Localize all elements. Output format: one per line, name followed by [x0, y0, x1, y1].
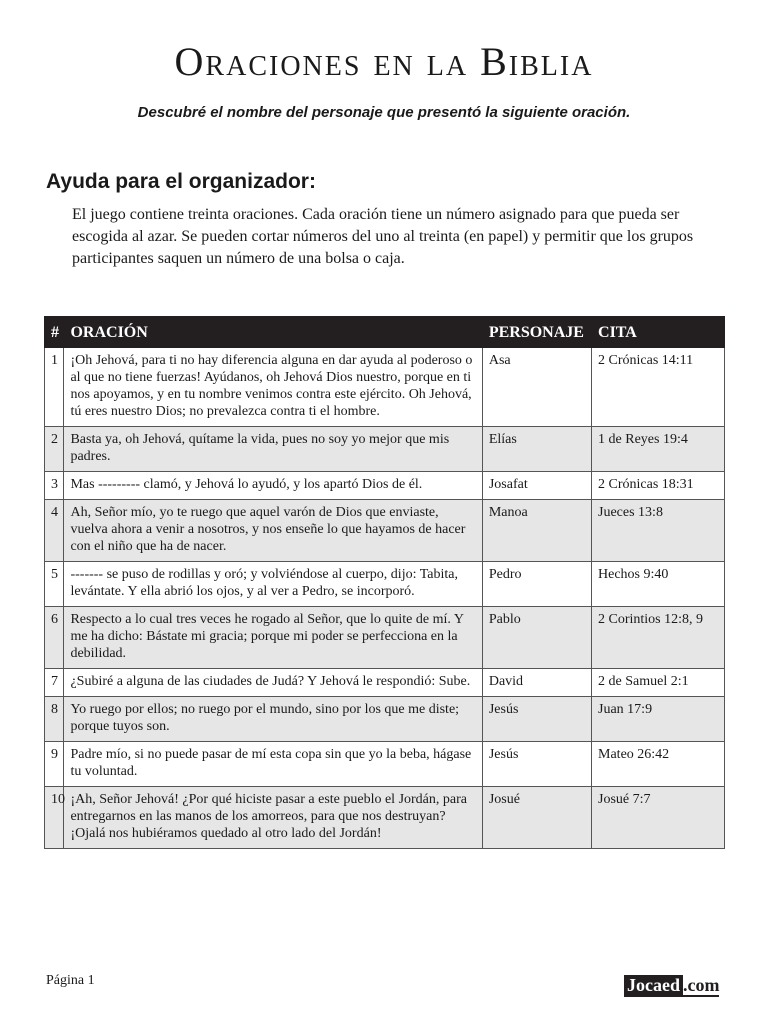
header-person: PERSONAJE	[482, 317, 591, 348]
row-prayer: Mas --------- clamó, y Jehová lo ayudó, y los apartó Dios de él.	[64, 472, 482, 500]
page-number: Página 1	[46, 973, 95, 988]
row-cite: 2 de Samuel 2:1	[592, 669, 725, 697]
row-number: 3	[45, 472, 64, 500]
organizer-heading: Ayuda para el organizador:	[46, 170, 316, 193]
row-number: 8	[45, 697, 64, 742]
row-person: Jesús	[482, 742, 591, 787]
row-prayer: Respecto a lo cual tres veces he rogado al Señor, que lo quite de mí. Y me ha dicho: Bástate mi gracia; porque mi poder se perfecciona en la debilidad.	[64, 607, 482, 669]
row-person: Elías	[482, 427, 591, 472]
row-person: Josué	[482, 787, 591, 849]
row-number: 9	[45, 742, 64, 787]
row-person: David	[482, 669, 591, 697]
table-row	[45, 348, 725, 427]
table-row	[45, 607, 725, 669]
row-cite: Mateo 26:42	[592, 742, 725, 787]
row-prayer: Ah, Señor mío, yo te ruego que aquel varón de Dios que enviaste, vuelva ahora a venir a nosotros, y nos enseñe lo que hayamos de hacer con el niño que ha de nacer.	[64, 500, 482, 562]
table-row	[45, 472, 725, 500]
row-prayer: ¿Subiré a alguna de las ciudades de Judá? Y Jehová le respondió: Sube.	[64, 669, 482, 697]
row-cite: 2 Corintios 12:8, 9	[592, 607, 725, 669]
page-subtitle: Descubré el nombre del personaje que presentó la siguiente oración.	[137, 104, 631, 121]
row-prayer: ¡Ah, Señor Jehová! ¿Por qué hiciste pasar a este pueblo el Jordán, para entregarnos en las manos de los amorreos, para que nos destruyan? ¡Ojalá nos hubiéramos quedado al otro lado del Jordán!	[64, 787, 482, 849]
row-cite: 2 Crónicas 18:31	[592, 472, 725, 500]
row-person: Manoa	[482, 500, 591, 562]
table-row	[45, 562, 725, 607]
row-cite: Josué 7:7	[592, 787, 725, 849]
table-row	[45, 427, 725, 472]
header-prayer: ORACIÓN	[64, 317, 482, 348]
logo-domain: .com	[683, 975, 720, 995]
row-number: 4	[45, 500, 64, 562]
table-row	[45, 742, 725, 787]
row-number: 7	[45, 669, 64, 697]
table-row	[45, 787, 725, 849]
row-number: 10	[45, 787, 64, 849]
row-cite: 1 de Reyes 19:4	[592, 427, 725, 472]
page-title: Oraciones en la Biblia	[174, 39, 594, 84]
row-cite: Jueces 13:8	[592, 500, 725, 562]
row-person: Asa	[482, 348, 591, 427]
row-prayer: Basta ya, oh Jehová, quítame la vida, pues no soy yo mejor que mis padres.	[64, 427, 482, 472]
row-cite: Juan 17:9	[592, 697, 725, 742]
jocaed-logo	[624, 975, 719, 997]
row-person: Pablo	[482, 607, 591, 669]
row-person: Pedro	[482, 562, 591, 607]
table-row	[45, 697, 725, 742]
table-row	[45, 669, 725, 697]
logo-brand: Jocaed	[624, 975, 683, 995]
row-person: Jesús	[482, 697, 591, 742]
row-cite: 2 Crónicas 14:11	[592, 348, 725, 427]
prayers-table	[44, 316, 725, 849]
row-number: 1	[45, 348, 64, 427]
row-prayer: ------- se puso de rodillas y oró; y volviéndose al cuerpo, dijo: Tabita, levántate. Y ella abrió los ojos, y al ver a Pedro, se incorporó.	[64, 562, 482, 607]
row-prayer: Yo ruego por ellos; no ruego por el mundo, sino por los que me diste; porque tuyos son.	[64, 697, 482, 742]
row-prayer: Padre mío, si no puede pasar de mí esta copa sin que yo la beba, hágase tu voluntad.	[64, 742, 482, 787]
header-number: #	[45, 317, 64, 348]
row-number: 6	[45, 607, 64, 669]
row-number: 2	[45, 427, 64, 472]
row-person: Josafat	[482, 472, 591, 500]
row-prayer: ¡Oh Jehová, para ti no hay diferencia alguna en dar ayuda al poderoso o al que no tiene fuerzas! Ayúdanos, oh Jehová Dios nuestro, porque en ti nos apoyamos, y en tu nombre venimos contra este ejército. Oh Jehová, tú eres nuestro Dios; no prevalezca contra ti el hombre.	[64, 348, 482, 427]
row-cite: Hechos 9:40	[592, 562, 725, 607]
header-cite: CITA	[592, 317, 725, 348]
organizer-instructions: El juego contiene treinta oraciones. Cada oración tiene un número asignado para que pueda ser escogida al azar. Se pueden cortar números del uno al treinta (en papel) y permitir que los grupos participantes saquen un número de una bolsa o caja.	[72, 206, 694, 267]
table-header-row	[45, 317, 725, 348]
row-number: 5	[45, 562, 64, 607]
table-row	[45, 500, 725, 562]
